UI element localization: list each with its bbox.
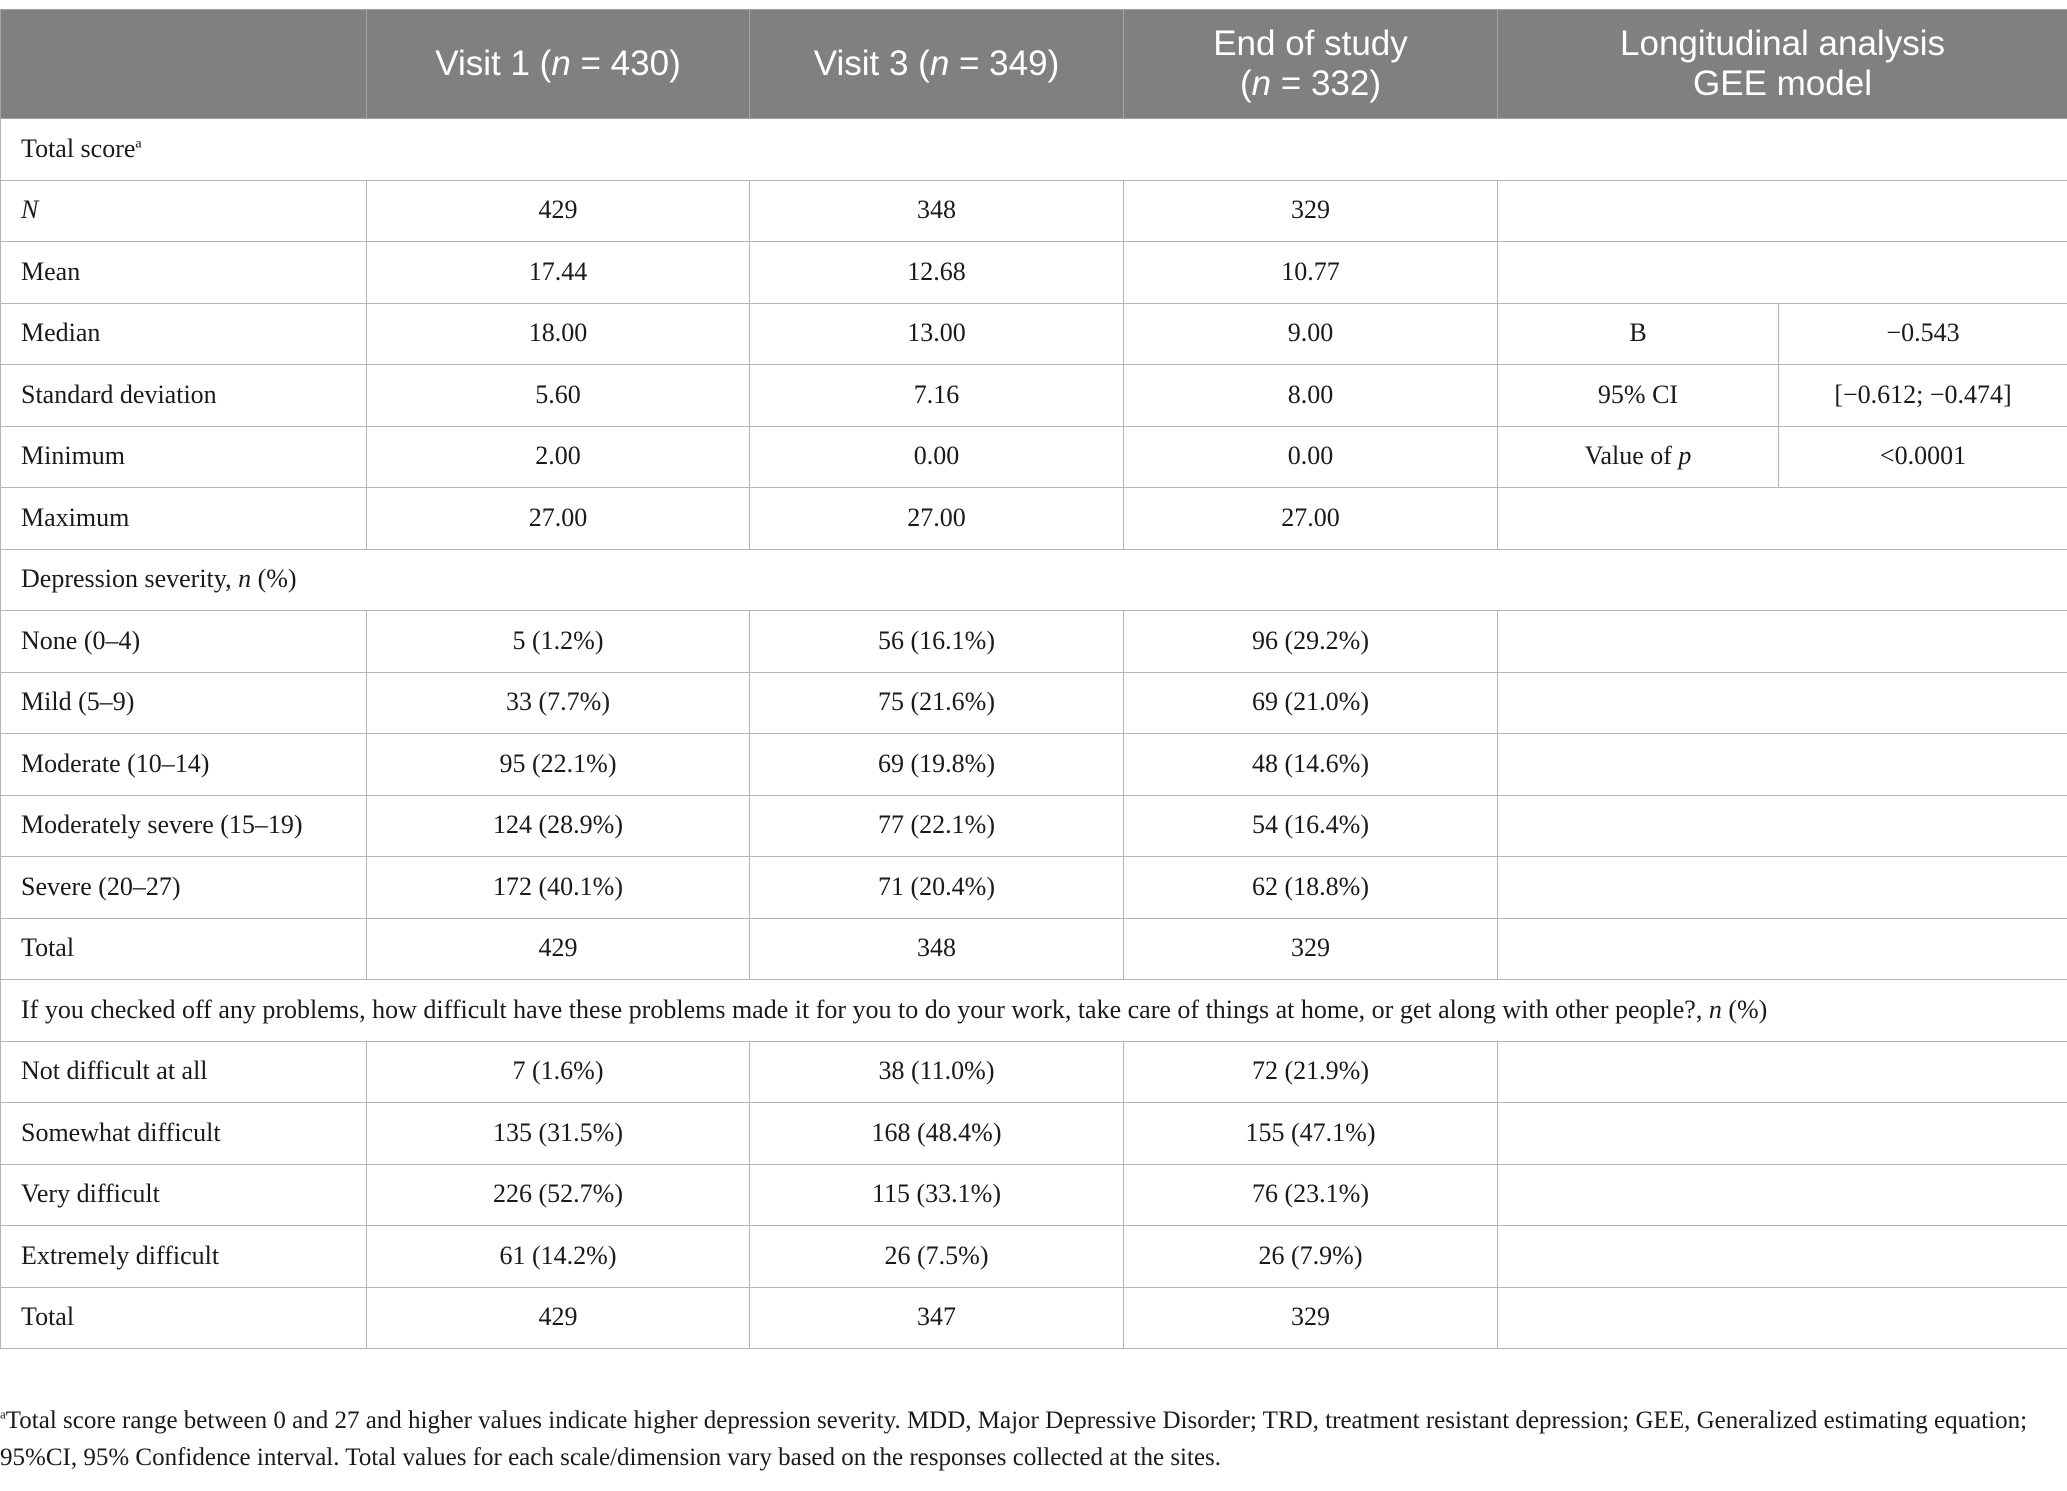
table-row	[1, 180, 2067, 242]
row-label: Mild (5–9)	[1, 672, 367, 734]
row-label: Standard deviation	[1, 365, 367, 427]
visit-3-cell: 348	[750, 180, 1124, 242]
visit-3-cell: 0.00	[750, 426, 1124, 488]
visit-3-cell: 26 (7.5%)	[750, 1226, 1124, 1288]
row-label: Total	[1, 1287, 367, 1349]
table-row	[1, 1226, 2067, 1288]
row-label: Total	[1, 918, 367, 980]
visit-1-cell: 18.00	[367, 303, 750, 365]
table-row	[1, 1164, 2067, 1226]
section-label: Total score$^a$	[1, 119, 2067, 181]
table-row	[1, 1287, 2067, 1349]
end-of-study-cell: 72 (21.9%)	[1124, 1041, 1498, 1103]
visit-1-cell: 429	[367, 180, 750, 242]
end-of-study-cell: 329	[1124, 180, 1498, 242]
visit-1-cell: 61 (14.2%)	[367, 1226, 750, 1288]
visit-1-cell: 226 (52.7%)	[367, 1164, 750, 1226]
gee-stat-label: 95% CI	[1498, 365, 1779, 427]
row-label: Not difficult at all	[1, 1041, 367, 1103]
visit-3-cell: 13.00	[750, 303, 1124, 365]
visit-3-cell: 27.00	[750, 488, 1124, 550]
section-row-depression-severity	[1, 549, 2067, 611]
row-label: Mean	[1, 242, 367, 304]
gee-stat-label: Value of p	[1498, 426, 1779, 488]
visit-1-cell: 5.60	[367, 365, 750, 427]
row-label: Very difficult	[1, 1164, 367, 1226]
visit-1-cell: 33 (7.7%)	[367, 672, 750, 734]
table-row	[1, 734, 2067, 796]
row-label: Moderate (10–14)	[1, 734, 367, 796]
gee-empty-cell	[1498, 1287, 2067, 1349]
end-of-study-cell: 76 (23.1%)	[1124, 1164, 1498, 1226]
section-label: Depression severity, n (%)	[1, 549, 2067, 611]
table-row	[1, 365, 2067, 427]
row-label: Minimum	[1, 426, 367, 488]
end-of-study-cell: 27.00	[1124, 488, 1498, 550]
gee-empty-cell	[1498, 488, 2067, 550]
end-of-study-cell: 54 (16.4%)	[1124, 795, 1498, 857]
gee-empty-cell	[1498, 857, 2067, 919]
visit-1-cell: 172 (40.1%)	[367, 857, 750, 919]
section-row-difficulty	[1, 980, 2067, 1042]
header-blank	[1, 10, 367, 119]
table-row	[1, 1103, 2067, 1165]
visit-3-cell: 168 (48.4%)	[750, 1103, 1124, 1165]
gee-empty-cell	[1498, 795, 2067, 857]
visit-3-cell: 56 (16.1%)	[750, 611, 1124, 673]
footnote-text: Total score range between 0 and 27 and higher values indicate higher depression severity. MDD, Major Depressive Disorder; TRD, treatment resistant depression; GEE, Generalized estimating equation; 95%CI, 95% Confidence interval. Total values for each scale/dimension vary based on the responses collected at the sites.	[0, 1407, 2028, 1471]
row-label: Median	[1, 303, 367, 365]
visit-1-cell: 429	[367, 1287, 750, 1349]
end-of-study-cell: 48 (14.6%)	[1124, 734, 1498, 796]
visit-3-cell: 7.16	[750, 365, 1124, 427]
gee-empty-cell	[1498, 1103, 2067, 1165]
visit-3-cell: 115 (33.1%)	[750, 1164, 1124, 1226]
visit-3-cell: 75 (21.6%)	[750, 672, 1124, 734]
visit-1-cell: 429	[367, 918, 750, 980]
gee-empty-cell	[1498, 734, 2067, 796]
visit-1-cell: 2.00	[367, 426, 750, 488]
visit-3-cell: 69 (19.8%)	[750, 734, 1124, 796]
visit-1-cell: 7 (1.6%)	[367, 1041, 750, 1103]
visit-1-cell: 124 (28.9%)	[367, 795, 750, 857]
visit-1-cell: 95 (22.1%)	[367, 734, 750, 796]
table-row	[1, 488, 2067, 550]
header-visit-1: Visit 1 (n = 430)	[367, 10, 750, 119]
gee-empty-cell	[1498, 1164, 2067, 1226]
end-of-study-cell: 8.00	[1124, 365, 1498, 427]
footnote-mark: a	[0, 1406, 6, 1422]
gee-stat-label: B	[1498, 303, 1779, 365]
header-visit-3: Visit 3 (n = 349)	[750, 10, 1124, 119]
visit-1-cell: 27.00	[367, 488, 750, 550]
end-of-study-cell: 9.00	[1124, 303, 1498, 365]
end-of-study-cell: 329	[1124, 918, 1498, 980]
visit-3-cell: 71 (20.4%)	[750, 857, 1124, 919]
end-of-study-cell: 62 (18.8%)	[1124, 857, 1498, 919]
visit-3-cell: 38 (11.0%)	[750, 1041, 1124, 1103]
table-row	[1, 303, 2067, 365]
end-of-study-cell: 10.77	[1124, 242, 1498, 304]
end-of-study-cell: 26 (7.9%)	[1124, 1226, 1498, 1288]
gee-empty-cell	[1498, 918, 2067, 980]
gee-stat-value: −0.543	[1779, 303, 2067, 365]
table-row	[1, 242, 2067, 304]
visit-1-cell: 135 (31.5%)	[367, 1103, 750, 1165]
visit-3-cell: 348	[750, 918, 1124, 980]
row-label: Severe (20–27)	[1, 857, 367, 919]
gee-empty-cell	[1498, 180, 2067, 242]
visit-3-cell: 12.68	[750, 242, 1124, 304]
table-row	[1, 795, 2067, 857]
end-of-study-cell: 155 (47.1%)	[1124, 1103, 1498, 1165]
gee-stat-value: <0.0001	[1779, 426, 2067, 488]
section-row-total-score	[1, 119, 2067, 181]
table-row	[1, 611, 2067, 673]
visit-1-cell: 17.44	[367, 242, 750, 304]
gee-empty-cell	[1498, 242, 2067, 304]
gee-empty-cell	[1498, 1226, 2067, 1288]
row-label: N	[1, 180, 367, 242]
end-of-study-cell: 0.00	[1124, 426, 1498, 488]
end-of-study-cell: 96 (29.2%)	[1124, 611, 1498, 673]
end-of-study-cell: 329	[1124, 1287, 1498, 1349]
footnote-mark: a	[135, 136, 142, 152]
gee-empty-cell	[1498, 611, 2067, 673]
visit-3-cell: 347	[750, 1287, 1124, 1349]
section-label: If you checked off any problems, how difficult have these problems made it for you to do your work, take care of things at home, or get along with other people?, n (%)	[1, 980, 2067, 1042]
visit-3-cell: 77 (22.1%)	[750, 795, 1124, 857]
visit-1-cell: 5 (1.2%)	[367, 611, 750, 673]
header-end-of-study: End of study (n = 332)	[1124, 10, 1498, 119]
gee-empty-cell	[1498, 672, 2067, 734]
table-row	[1, 857, 2067, 919]
table-row	[1, 1041, 2067, 1103]
gee-stat-value: [−0.612; −0.474]	[1779, 365, 2067, 427]
gee-empty-cell	[1498, 1041, 2067, 1103]
table-row	[1, 672, 2067, 734]
header-row	[1, 10, 2067, 119]
table-row	[1, 426, 2067, 488]
row-label: Moderately severe (15–19)	[1, 795, 367, 857]
results-table	[0, 9, 2067, 1349]
row-label: Extremely difficult	[1, 1226, 367, 1288]
row-label: None (0–4)	[1, 611, 367, 673]
header-longitudinal-analysis: Longitudinal analysis GEE model	[1498, 10, 2067, 119]
table-footnote	[0, 1402, 2067, 1476]
end-of-study-cell: 69 (21.0%)	[1124, 672, 1498, 734]
row-label: Maximum	[1, 488, 367, 550]
row-label: Somewhat difficult	[1, 1103, 367, 1165]
table-row	[1, 918, 2067, 980]
